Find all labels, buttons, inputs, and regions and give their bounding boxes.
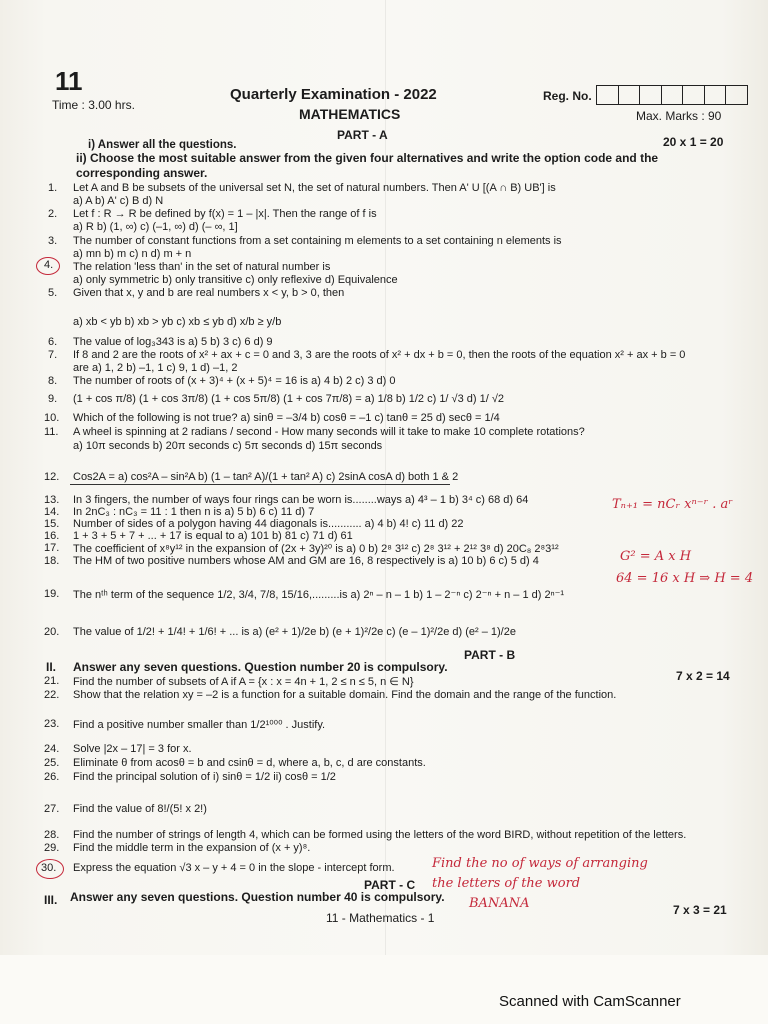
- question-text: Eliminate θ from acosθ = b and csinθ = d, where a, b, c, d are constants.: [73, 757, 426, 769]
- part-c-instruction: Answer any seven questions. Question number 40 is compulsory.: [70, 890, 445, 904]
- question-number: 17.: [44, 542, 60, 554]
- part-c-label: PART - C: [364, 878, 416, 892]
- question-number: 12.: [44, 471, 60, 483]
- question-text: Find a positive number smaller than 1/2¹⁰⁰⁰ . Justify.: [73, 719, 326, 731]
- question-number: 2.: [48, 208, 58, 220]
- question-text: The relation 'less than' in the set of natural number is: [73, 261, 331, 273]
- question-number: 14.: [44, 506, 60, 518]
- question-text: In 3 fingers, the number of ways four rings can be worn is........ways a) 4³ – 1 b) 3⁴ c) 68 d) 64: [73, 494, 529, 506]
- part-a-instruction-2a: ii) Choose the most suitable answer from the given four alternatives and write the option code and the: [76, 151, 659, 165]
- handwritten-note-question-30-line-1: Find the no of ways of arranging: [432, 856, 648, 871]
- question-text: In 2nC₃ : nC₃ = 11 : 1 then n is a) 5 b) 6 c) 11 d) 7: [73, 506, 315, 518]
- question-number: 27.: [44, 803, 60, 815]
- question-number: 29.: [44, 842, 60, 854]
- question-options: a) only symmetric b) only transitive c) only reflexive d) Equivalence: [73, 274, 398, 286]
- page-footer: 11 - Mathematics - 1: [326, 911, 435, 925]
- question-text: Show that the relation xy = –2 is a function for a suitable domain. Find the domain and the range of the function.: [73, 689, 617, 701]
- question-text: Cos2A = a) cos²A – sin²A b) (1 – tan² A)/(1 + tan² A) c) 2sinA cosA d) both 1 & 2: [73, 471, 459, 483]
- question-number: 24.: [44, 743, 60, 755]
- part-b-marks: 7 x 2 = 14: [676, 669, 730, 683]
- question-number: 7.: [48, 349, 58, 361]
- question-number: 6.: [48, 336, 58, 348]
- question-text: Which of the following is not true? a) sinθ = –3/4 b) cosθ = –1 c) tanθ = 25 d) secθ = 1/4: [73, 412, 500, 424]
- reg-no-boxes: [596, 85, 748, 105]
- question-text: Find the middle term in the expansion of (x + y)⁸.: [73, 842, 311, 854]
- handwritten-note-question-30-line-2: the letters of the word: [432, 876, 581, 891]
- class-number: 11: [55, 66, 83, 96]
- question-text: Number of sides of a polygon having 44 diagonals is........... a) 4 b) 4! c) 11 d) 22: [73, 518, 464, 530]
- question-text: The number of roots of (x + 3)⁴ + (x + 5)⁴ = 16 is a) 4 b) 2 c) 3 d) 0: [73, 375, 396, 387]
- question-number: 19.: [44, 588, 60, 600]
- question-number: 11.: [44, 426, 59, 438]
- question-number: 8.: [48, 375, 58, 387]
- question-text: Find the principal solution of i) sinθ = 1/2 ii) cosθ = 1/2: [73, 771, 336, 783]
- question-text: The value of 1/2! + 1/4! + 1/6! + ... is a) (e² + 1)/2e b) (e + 1)²/2e c) (e – 1)²/2e d) (e² – 1)/2e: [73, 626, 516, 638]
- question-options: a) R b) (1, ∞) c) (–1, ∞) d) (– ∞, 1]: [73, 221, 238, 233]
- question-options: a) xb < yb b) xb > yb c) xb ≤ yb d) x/b ≥ y/b: [73, 316, 282, 328]
- part-a-instruction-1: i) Answer all the questions.: [88, 139, 237, 151]
- part-c-marks: 7 x 3 = 21: [673, 903, 727, 917]
- question-text: The HM of two positive numbers whose AM and GM are 16, 8 respectively is a) 10 b) 6 c) 5 d) 4: [73, 555, 539, 567]
- part-b-section: II.: [46, 660, 57, 674]
- question-text: Find the value of 8!/(5! x 2!): [73, 803, 207, 815]
- question-number: 10.: [44, 412, 60, 424]
- max-marks: Max. Marks : 90: [636, 109, 722, 123]
- question-number: 16.: [44, 530, 60, 542]
- question-text: Find the number of strings of length 4, which can be formed using the letters of the word BIRD, without repetition of the letters.: [73, 829, 687, 841]
- question-number: 21.: [44, 675, 60, 687]
- exam-subject: MATHEMATICS: [299, 106, 401, 122]
- part-c-section: III.: [44, 893, 58, 907]
- handwritten-note-hm-1: G² = A x H: [620, 549, 692, 564]
- part-b-instruction: Answer any seven questions. Question number 20 is compulsory.: [73, 660, 448, 674]
- part-b-label: PART - B: [464, 648, 516, 662]
- question-text: The coefficient of x⁸y¹² in the expansion of (2x + 3y)²⁰ is a) 0 b) 2⁸ 3¹² c) 2⁸ 3¹² + 2¹² 3⁸ d) 20C₈ 2⁸3¹²: [73, 543, 559, 555]
- reg-no-label: Reg. No.: [543, 89, 592, 103]
- question-text: Express the equation √3 x – y + 4 = 0 in the slope - intercept form.: [73, 862, 395, 874]
- question-text: (1 + cos π/8) (1 + cos 3π/8) (1 + cos 5π/8) (1 + cos 7π/8) = a) 1/8 b) 1/2 c) 1/ √3 d) 1/ √2: [73, 393, 504, 405]
- question-text: A wheel is spinning at 2 radians / second - How many seconds will it take to make 10 complete rotations?: [73, 426, 585, 438]
- question-number: 30.: [41, 862, 57, 874]
- question-number: 4.: [44, 259, 54, 271]
- question-options: a) 10π seconds b) 20π seconds c) 5π seconds d) 15π seconds: [73, 440, 383, 452]
- question-options: are a) 1, 2 b) –1, 1 c) 9, 1 d) –1, 2: [73, 362, 238, 374]
- exam-title: Quarterly Examination - 2022: [230, 86, 437, 103]
- question-text: Solve |2x – 17| = 3 for x.: [73, 743, 192, 755]
- question-text: The number of constant functions from a set containing m elements to a set containing n elements is: [73, 235, 562, 247]
- question-text: The nᵗʰ term of the sequence 1/2, 3/4, 7/8, 15/16,.........is a) 2ⁿ – n – 1 b) 1 – 2⁻ⁿ c) 2⁻ⁿ + n – 1 d) 2ⁿ⁻¹: [73, 589, 565, 601]
- question-number: 23.: [44, 718, 60, 730]
- question-number: 18.: [44, 555, 60, 567]
- part-a-label: PART - A: [337, 128, 388, 142]
- question-number: 22.: [44, 689, 60, 701]
- handwritten-note-hm-2: 64 = 16 x H ⇒ H = 4: [616, 571, 754, 586]
- part-a-instruction-2b: corresponding answer.: [76, 166, 208, 180]
- question-text: Let A and B be subsets of the universal set N, the set of natural numbers. Then A' U [(A ∩ B) UB'] is: [73, 182, 556, 194]
- question-12-underline: [70, 484, 450, 485]
- question-text: Find the number of subsets of A if A = {x : x = 4n + 1, 2 ≤ n ≤ 5, n ∈ N}: [73, 676, 414, 688]
- handwritten-note-question-30-line-3: BANANA: [469, 896, 530, 911]
- question-number: 5.: [48, 287, 58, 299]
- question-number: 26.: [44, 771, 60, 783]
- question-text: The value of log₃343 is a) 5 b) 3 c) 6 d) 9: [73, 336, 273, 348]
- question-number: 9.: [48, 393, 58, 405]
- exam-time: Time : 3.00 hrs.: [52, 98, 135, 112]
- question-text: If 8 and 2 are the roots of x² + ax + c = 0 and 3, 3 are the roots of x² + dx + b = 0, then the roots of the equation x² + ax + b = 0: [73, 349, 686, 361]
- question-number: 28.: [44, 829, 60, 841]
- part-a-marks: 20 x 1 = 20: [663, 135, 724, 149]
- camscanner-watermark: Scanned with CamScanner: [499, 993, 681, 1010]
- question-number: 15.: [44, 518, 60, 530]
- question-number: 1.: [48, 182, 58, 194]
- question-text: Let f : R → R be defined by f(x) = 1 – |x|. Then the range of f is: [73, 208, 377, 220]
- question-options: a) A b) A' c) B d) N: [73, 195, 164, 207]
- question-text: 1 + 3 + 5 + 7 + ... + 17 is equal to a) 101 b) 81 c) 71 d) 61: [73, 530, 353, 542]
- handwritten-note-permutation: Tₙ₊₁ = nCᵣ xⁿ⁻ʳ . aʳ: [612, 497, 733, 512]
- question-number: 25.: [44, 757, 60, 769]
- question-options: a) mn b) m c) n d) m + n: [73, 248, 192, 260]
- question-text: Given that x, y and b are real numbers x < y, b > 0, then: [73, 287, 345, 299]
- question-number: 3.: [48, 235, 58, 247]
- question-number: 13.: [44, 494, 60, 506]
- question-number: 20.: [44, 626, 60, 638]
